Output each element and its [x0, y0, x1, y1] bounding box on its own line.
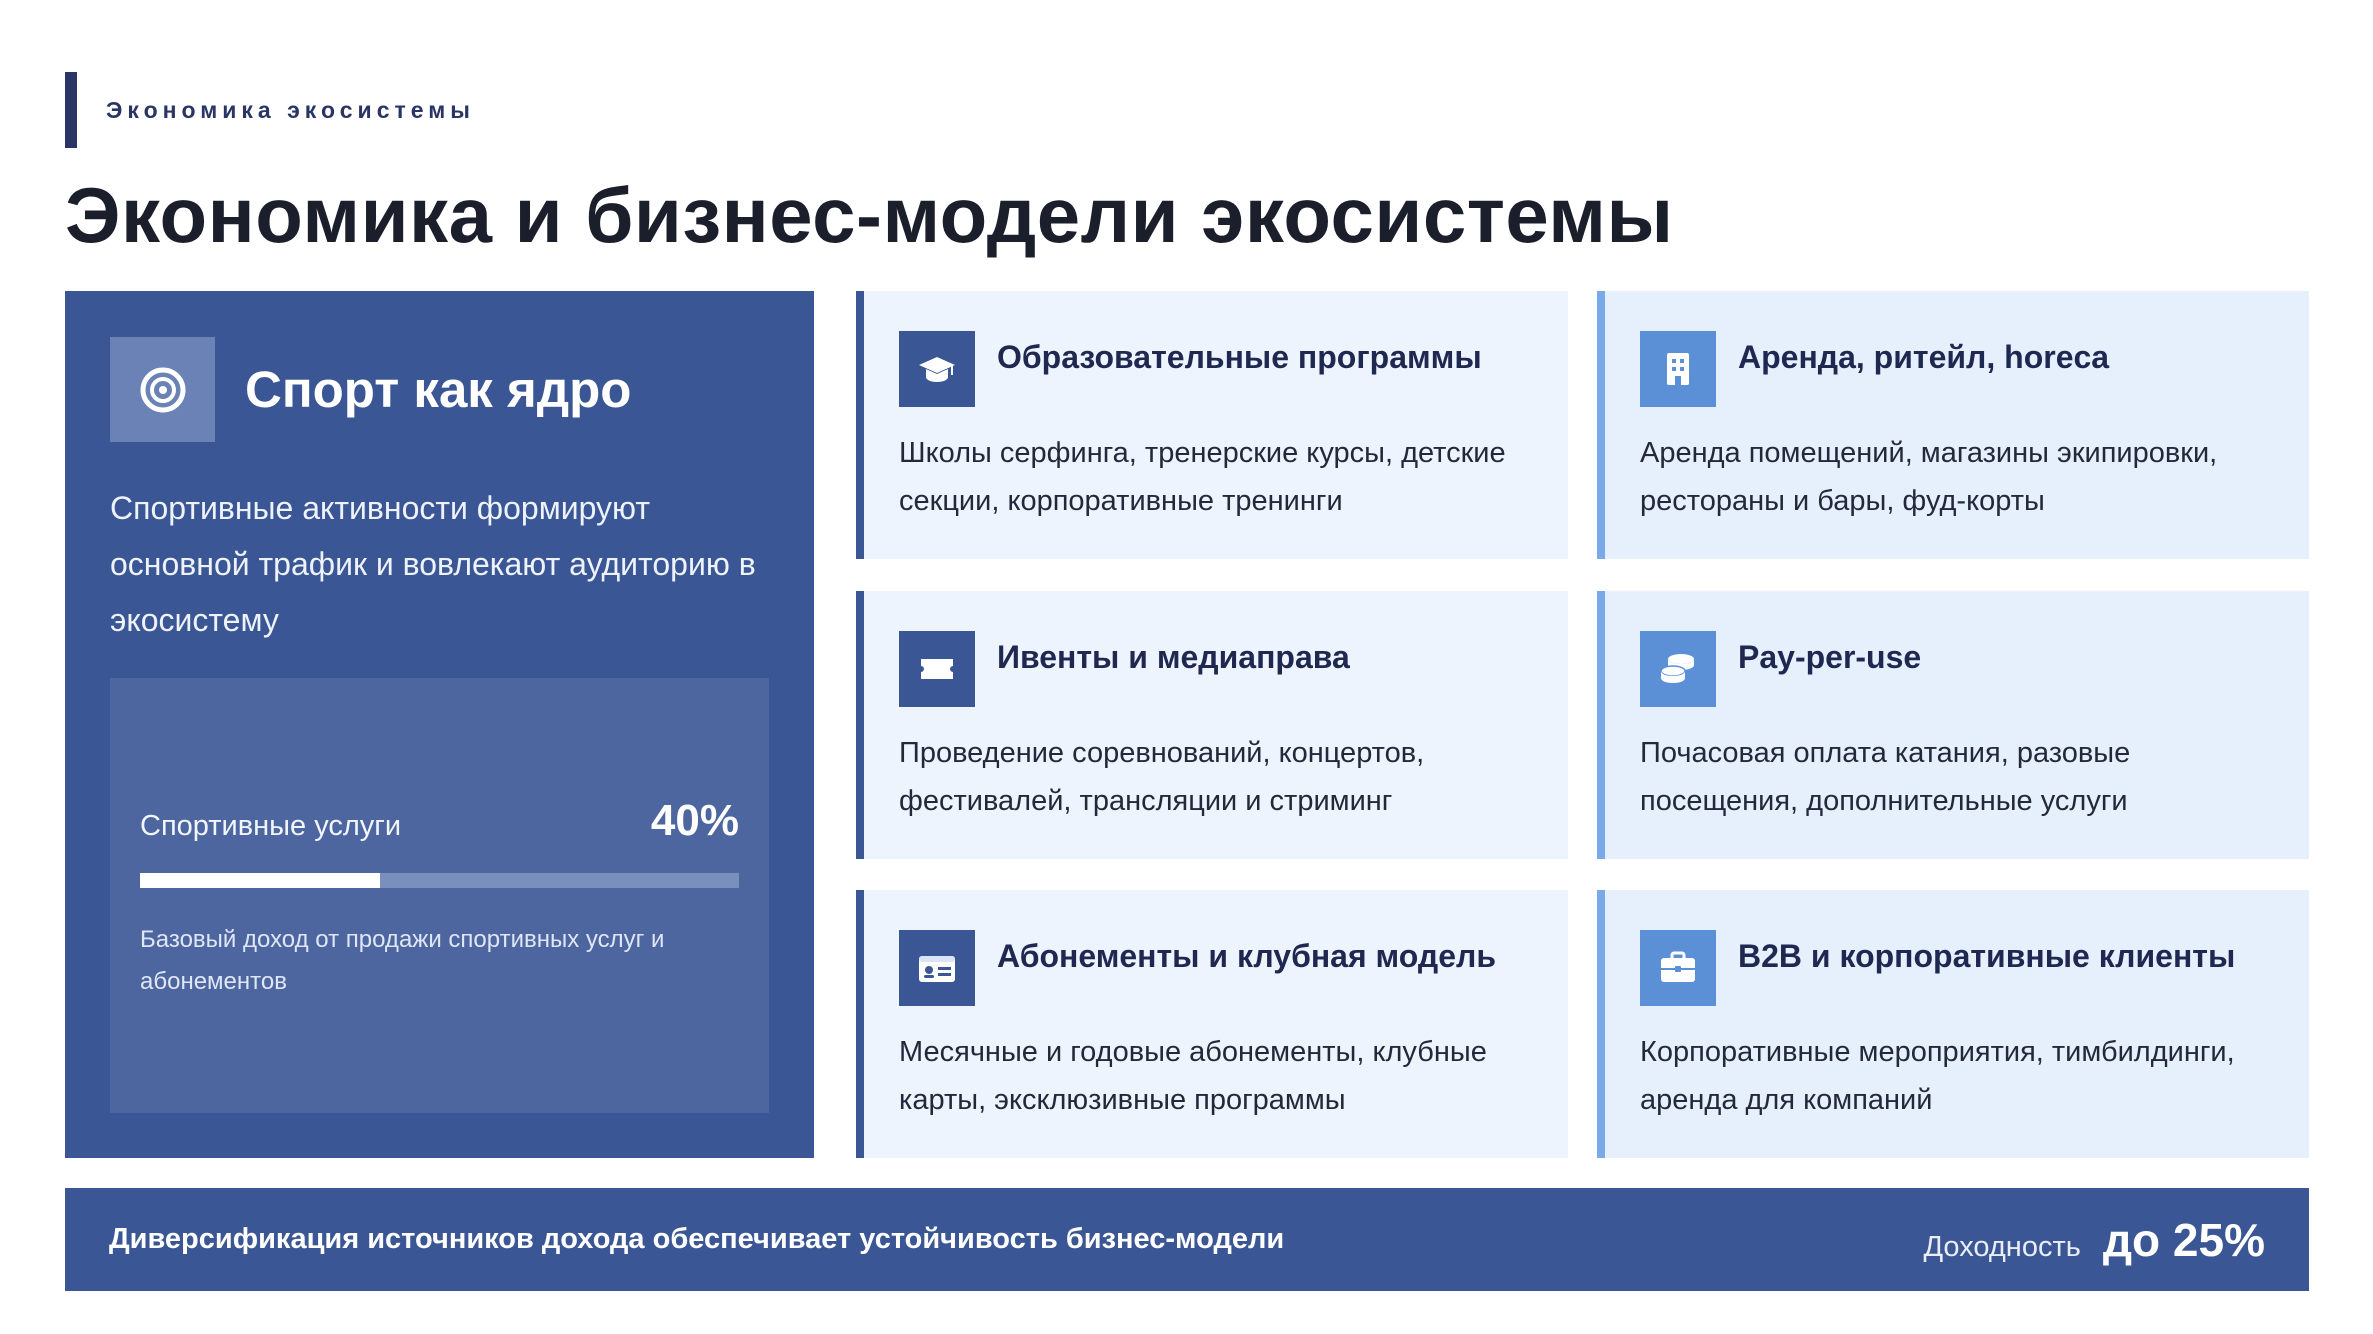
footer-text: Диверсификация источников дохода обеспечивает устойчивость бизнес-модели	[109, 1223, 1285, 1255]
metric-value: 40%	[650, 796, 739, 845]
card-b2b	[1597, 890, 2309, 1158]
metric-label: Спортивные услуги	[140, 810, 402, 842]
card-header	[899, 930, 1533, 1006]
graduation-cap-icon	[899, 331, 975, 407]
card-subscriptions	[856, 890, 1568, 1158]
card-text: Школы серфинга, тренерские курсы, детские секции, корпоративные тренинги	[899, 437, 1506, 517]
eyebrow-label: Экономика экосистемы	[106, 96, 475, 123]
footer-metric	[1923, 1213, 2265, 1267]
card-events-media	[856, 591, 1568, 859]
card-title: Ивенты и медиаправа	[997, 639, 1350, 675]
card-header	[899, 331, 1533, 407]
page-title: Экономика и бизнес-модели экосистемы	[65, 171, 1674, 259]
target-icon	[110, 337, 215, 442]
coins-icon	[1640, 631, 1716, 707]
core-description: Спортивные активности формируют основной трафик и вовлекают аудиторию в экосистему	[110, 490, 756, 638]
footer-value: до 25%	[2102, 1213, 2265, 1266]
card-header	[1640, 631, 2274, 707]
card-header	[1640, 930, 2274, 1006]
core-header	[110, 337, 769, 442]
footer-label: Доходность	[1923, 1230, 2081, 1263]
card-text: Корпоративные мероприятия, тимбилдинги, аренда для компаний	[1640, 1036, 2235, 1116]
core-title: Спорт как ядро	[245, 361, 632, 418]
card-title: Аренда, ритейл, horeca	[1738, 339, 2110, 375]
card-header	[899, 631, 1533, 707]
core-panel	[65, 291, 814, 1158]
metric-row	[140, 796, 739, 846]
id-card-icon	[899, 930, 975, 1006]
card-education	[856, 291, 1568, 559]
ticket-icon	[899, 631, 975, 707]
card-title: Абонементы и клубная модель	[997, 938, 1496, 974]
progress-bar-fill	[140, 873, 380, 888]
card-header	[1640, 331, 2274, 407]
card-title: Pay-per-use	[1738, 639, 1922, 675]
building-icon	[1640, 331, 1716, 407]
card-rent-retail	[1597, 291, 2309, 559]
briefcase-icon	[1640, 930, 1716, 1006]
card-title: B2B и корпоративные клиенты	[1738, 938, 2236, 974]
progress-bar	[140, 873, 739, 888]
card-pay-per-use	[1597, 591, 2309, 859]
card-text: Месячные и годовые абонементы, клубные карты, эксклюзивные программы	[899, 1036, 1487, 1116]
card-text: Почасовая оплата катания, разовые посещения, дополнительные услуги	[1640, 737, 2131, 817]
footer-banner	[65, 1188, 2309, 1291]
card-title: Образовательные программы	[997, 339, 1482, 375]
card-text: Проведение соревнований, концертов, фестивалей, трансляции и стриминг	[899, 737, 1425, 817]
metric-box	[110, 678, 769, 1113]
card-text: Аренда помещений, магазины экипировки, рестораны и бары, фуд-корты	[1640, 437, 2218, 517]
section-eyebrow	[65, 72, 475, 148]
metric-note: Базовый доход от продажи спортивных услуг и абонементов	[140, 926, 665, 995]
